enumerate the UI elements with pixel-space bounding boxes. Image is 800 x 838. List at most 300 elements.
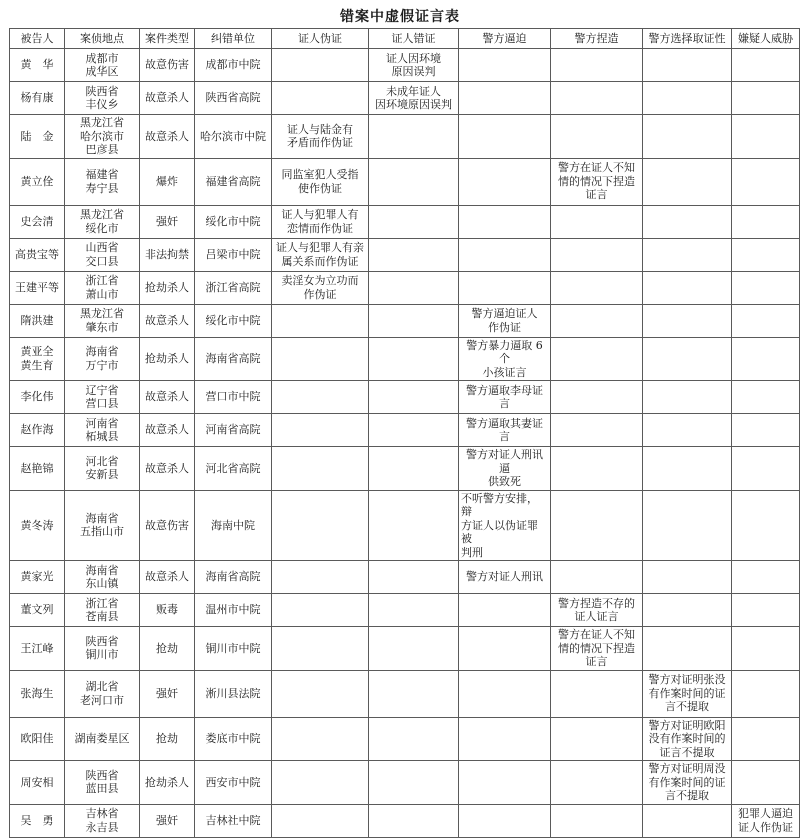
cell-defendant-text: 赵艳锦	[20, 461, 54, 475]
cell-case-type-text: 故意伤害	[145, 58, 189, 72]
cell-police-coercion-text: 警方对证人刑讯逼 供致死	[466, 448, 543, 488]
cell-case-type	[140, 627, 195, 671]
table-row	[10, 670, 800, 717]
cell-case-type-text: 抢劫	[156, 641, 178, 655]
cell-court	[195, 447, 272, 491]
cell-location-text: 浙江省 萧山市	[85, 274, 119, 301]
cell-police-selective	[643, 717, 732, 761]
cell-case-type-text: 抢劫杀人	[145, 352, 189, 365]
cell-police-fabrication	[551, 304, 643, 337]
cell-location-text: 湖南娄星区	[74, 732, 130, 745]
cell-police-coercion	[459, 158, 551, 205]
cell-police-selective	[643, 627, 732, 671]
cell-police-fabrication	[551, 205, 643, 238]
cell-case-type	[140, 490, 195, 561]
cell-police-coercion	[459, 670, 551, 717]
cell-location	[65, 337, 140, 381]
cell-witness-error	[369, 115, 459, 159]
cell-witness-perjury	[272, 205, 369, 238]
cell-police-fabrication	[551, 271, 643, 304]
cell-location-text: 陕西省 铜川市	[85, 634, 119, 662]
cell-court	[195, 337, 272, 381]
cell-police-fabrication	[551, 490, 643, 561]
cell-location-text: 福建省 寿宁县	[85, 168, 119, 195]
col-header-defendant: 被告人	[10, 29, 65, 49]
cell-defendant-text: 史会清	[20, 214, 54, 228]
false-testimony-table	[9, 28, 800, 838]
cell-police-selective-text: 警方对证明欧阳 没有作案时间的 证言不提取	[648, 718, 726, 759]
cell-witness-error-text: 未成年证人 因环境原因误判	[375, 84, 452, 111]
cell-police-coercion	[459, 271, 551, 304]
table-row	[10, 561, 800, 594]
cell-case-type-text: 爆炸	[156, 174, 178, 188]
table-row	[10, 414, 800, 447]
cell-case-type-text: 故意杀人	[145, 390, 189, 404]
table-row	[10, 82, 800, 115]
cell-court-text: 福建省高院	[205, 174, 261, 188]
cell-witness-perjury-text: 证人与犯罪人有亲 属关系而作伪证	[276, 241, 364, 268]
cell-case-type	[140, 115, 195, 159]
cell-defendant-text: 张海生	[20, 686, 54, 700]
cell-police-coercion	[459, 627, 551, 671]
cell-police-selective	[643, 49, 732, 82]
cell-defendant	[10, 238, 65, 271]
cell-witness-perjury	[272, 594, 369, 627]
cell-court-text: 西安市中院	[205, 775, 261, 789]
cell-police-coercion	[459, 594, 551, 627]
col-header-witness-perjury: 证人伪证	[272, 29, 369, 49]
cell-police-coercion	[459, 115, 551, 159]
cell-police-fabrication	[551, 447, 643, 491]
cell-location-text: 陕西省 蓝田县	[85, 768, 119, 796]
cell-case-type	[140, 49, 195, 82]
cell-defendant	[10, 561, 65, 594]
cell-location-text: 辽宁省 营口县	[85, 383, 119, 410]
cell-case-type	[140, 381, 195, 414]
cell-location-text: 黑龙江省 肇东市	[80, 307, 124, 334]
cell-court	[195, 490, 272, 561]
cell-defendant-text: 董文列	[20, 603, 54, 617]
cell-police-selective	[643, 381, 732, 414]
cell-court	[195, 761, 272, 805]
cell-witness-error	[369, 304, 459, 337]
col-header-witness-error: 证人错证	[369, 29, 459, 49]
cell-court-text: 温州市中院	[205, 603, 261, 617]
cell-witness-perjury	[272, 804, 369, 837]
cell-witness-perjury	[272, 381, 369, 414]
cell-case-type-text: 故意杀人	[145, 570, 189, 584]
cell-case-type	[140, 304, 195, 337]
cell-court	[195, 414, 272, 447]
cell-defendant-text: 杨有康	[20, 91, 54, 105]
cell-defendant-text: 黄立佺	[20, 174, 54, 188]
cell-witness-perjury	[272, 670, 369, 717]
cell-case-type-text: 抢劫杀人	[145, 775, 189, 789]
cell-defendant-text: 高贵宝等	[15, 247, 59, 261]
cell-police-coercion	[459, 238, 551, 271]
cell-case-type-text: 抢劫	[156, 732, 178, 745]
cell-suspect-threat	[732, 717, 800, 761]
cell-case-type	[140, 761, 195, 805]
cell-police-fabrication	[551, 627, 643, 671]
cell-defendant-text: 黄冬涛	[20, 518, 54, 532]
cell-police-fabrication	[551, 414, 643, 447]
table-row	[10, 761, 800, 805]
col-header-court: 纠错单位	[195, 29, 272, 49]
col-header-suspect-threat: 嫌疑人威胁	[732, 29, 800, 49]
cell-defendant	[10, 447, 65, 491]
cell-defendant	[10, 717, 65, 761]
cell-police-coercion	[459, 561, 551, 594]
cell-witness-perjury-text: 证人与犯罪人有 恋情而作伪证	[281, 208, 359, 235]
cell-court	[195, 804, 272, 837]
cell-police-selective	[643, 238, 732, 271]
cell-case-type-text: 强奸	[156, 813, 178, 827]
cell-suspect-threat	[732, 447, 800, 491]
cell-defendant-text: 欧阳佳	[20, 732, 54, 745]
cell-defendant	[10, 304, 65, 337]
cell-police-coercion-text: 警方暴力逼取 6 个 小孩证言	[466, 338, 543, 379]
cell-police-coercion-text: 警方逼取其妻证言	[466, 416, 543, 443]
cell-case-type-text: 故意杀人	[145, 91, 189, 105]
cell-location	[65, 271, 140, 304]
cell-police-selective	[643, 594, 732, 627]
cell-case-type	[140, 238, 195, 271]
cell-court-text: 营口市中院	[205, 390, 261, 404]
cell-court-text: 陕西省高院	[205, 91, 261, 105]
cell-witness-error	[369, 761, 459, 805]
cell-witness-error	[369, 82, 459, 115]
cell-case-type-text: 故意杀人	[145, 313, 189, 327]
cell-witness-perjury	[272, 158, 369, 205]
cell-witness-perjury	[272, 414, 369, 447]
cell-witness-perjury	[272, 82, 369, 115]
cell-location	[65, 804, 140, 837]
cell-defendant	[10, 82, 65, 115]
table-row	[10, 594, 800, 627]
cell-court-text: 淅川县法院	[205, 686, 261, 700]
cell-police-fabrication	[551, 670, 643, 717]
cell-court	[195, 115, 272, 159]
cell-case-type-text: 强奸	[156, 214, 178, 228]
table-row	[10, 804, 800, 837]
cell-case-type-text: 贩毒	[156, 603, 178, 617]
cell-location	[65, 561, 140, 594]
cell-witness-perjury	[272, 49, 369, 82]
cell-witness-perjury	[272, 561, 369, 594]
cell-location	[65, 82, 140, 115]
cell-court-text: 铜川市中院	[205, 641, 261, 655]
cell-defendant-text: 赵作海	[20, 423, 54, 437]
cell-location	[65, 49, 140, 82]
cell-court	[195, 594, 272, 627]
table-row	[10, 49, 800, 82]
table-row	[10, 205, 800, 238]
cell-witness-perjury	[272, 761, 369, 805]
cell-location	[65, 594, 140, 627]
cell-police-coercion	[459, 82, 551, 115]
cell-court-text: 吉林社中院	[205, 813, 261, 827]
cell-police-selective	[643, 271, 732, 304]
cell-court	[195, 717, 272, 761]
cell-suspect-threat	[732, 414, 800, 447]
cell-court	[195, 158, 272, 205]
cell-police-coercion	[459, 804, 551, 837]
cell-police-coercion	[459, 490, 551, 561]
cell-witness-perjury-text: 卖淫女为立功而 作伪证	[281, 274, 359, 301]
cell-witness-error	[369, 271, 459, 304]
cell-location-text: 黑龙江省 哈尔滨市 巴彦县	[80, 116, 124, 156]
cell-location	[65, 670, 140, 717]
cell-police-selective	[643, 804, 732, 837]
cell-witness-error	[369, 205, 459, 238]
cell-location	[65, 238, 140, 271]
cell-defendant	[10, 271, 65, 304]
cell-court	[195, 381, 272, 414]
cell-witness-error	[369, 594, 459, 627]
cell-police-coercion	[459, 205, 551, 238]
cell-police-fabrication-text: 警方捏造不存的 证人证言	[558, 596, 635, 623]
cell-court-text: 河南省高院	[205, 423, 261, 437]
table-row	[10, 304, 800, 337]
table-row	[10, 271, 800, 304]
cell-suspect-threat	[732, 337, 800, 381]
cell-witness-perjury	[272, 337, 369, 381]
cell-case-type	[140, 561, 195, 594]
cell-police-fabrication	[551, 337, 643, 381]
table-title: 错案中虚假证言表	[340, 9, 460, 25]
cell-police-fabrication	[551, 82, 643, 115]
cell-police-coercion	[459, 304, 551, 337]
cell-defendant	[10, 670, 65, 717]
cell-case-type	[140, 717, 195, 761]
cell-court	[195, 561, 272, 594]
cell-defendant	[10, 158, 65, 205]
cell-case-type-text: 抢劫杀人	[145, 280, 189, 294]
col-header-police-fabrication: 警方捏造	[551, 29, 643, 49]
cell-police-coercion-text: 警方对证人刑讯	[466, 570, 543, 584]
cell-location	[65, 205, 140, 238]
cell-police-coercion	[459, 761, 551, 805]
cell-court	[195, 670, 272, 717]
cell-police-selective	[643, 561, 732, 594]
cell-court-text: 海南省高院	[205, 352, 261, 365]
cell-court-text: 吕梁市中院	[205, 247, 261, 261]
cell-suspect-threat	[732, 761, 800, 805]
cell-suspect-threat	[732, 670, 800, 717]
cell-case-type	[140, 594, 195, 627]
cell-case-type	[140, 337, 195, 381]
cell-police-coercion	[459, 337, 551, 381]
cell-court-text: 绥化市中院	[205, 214, 261, 228]
cell-defendant	[10, 490, 65, 561]
cell-witness-error	[369, 561, 459, 594]
cell-witness-error	[369, 158, 459, 205]
cell-police-fabrication	[551, 561, 643, 594]
cell-case-type	[140, 447, 195, 491]
cell-police-selective	[643, 82, 732, 115]
cell-witness-perjury-text: 证人与陆金有 矛盾而作伪证	[287, 122, 353, 150]
cell-location-text: 海南省 万宁市	[85, 345, 119, 372]
cell-police-selective	[643, 761, 732, 805]
cell-court	[195, 49, 272, 82]
cell-location	[65, 115, 140, 159]
cell-location-text: 河北省 安新县	[85, 454, 119, 482]
cell-location-text: 河南省 柘城县	[85, 416, 119, 443]
cell-police-fabrication-text: 警方在证人不知 情的情况下捏造 证言	[558, 161, 635, 202]
table-body	[10, 49, 800, 838]
cell-witness-error	[369, 717, 459, 761]
cell-witness-perjury	[272, 490, 369, 561]
cell-court	[195, 627, 272, 671]
table-row	[10, 490, 800, 561]
cell-defendant-text: 王建平等	[15, 280, 59, 294]
table-row	[10, 447, 800, 491]
cell-police-selective	[643, 447, 732, 491]
cell-case-type	[140, 804, 195, 837]
cell-case-type-text: 故意杀人	[145, 423, 189, 437]
cell-defendant	[10, 804, 65, 837]
cell-witness-error	[369, 670, 459, 717]
cell-police-selective	[643, 115, 732, 159]
cell-suspect-threat	[732, 49, 800, 82]
cell-case-type	[140, 205, 195, 238]
cell-court	[195, 271, 272, 304]
cell-police-coercion	[459, 49, 551, 82]
cell-court-text: 娄底市中院	[205, 732, 261, 745]
cell-police-fabrication	[551, 238, 643, 271]
col-header-police-coercion: 警方逼迫	[459, 29, 551, 49]
cell-witness-error	[369, 49, 459, 82]
cell-court	[195, 304, 272, 337]
cell-suspect-threat-text: 犯罪人逼迫 证人作伪证	[738, 807, 793, 834]
cell-suspect-threat	[732, 115, 800, 159]
cell-suspect-threat	[732, 490, 800, 561]
cell-witness-perjury	[272, 115, 369, 159]
table-row	[10, 627, 800, 671]
cell-police-coercion-text: 不听警方安排，辩 方证人以伪证罪被 判刑	[461, 491, 538, 559]
cell-location	[65, 717, 140, 761]
cell-case-type-text: 故意伤害	[145, 518, 189, 532]
cell-police-selective	[643, 337, 732, 381]
table-row	[10, 381, 800, 414]
cell-defendant-text: 黄 华	[20, 58, 54, 72]
header-row	[10, 29, 800, 49]
cell-court-text: 哈尔滨市中院	[200, 129, 266, 143]
cell-defendant-text: 黄亚全 黄生育	[20, 345, 54, 372]
cell-witness-error	[369, 804, 459, 837]
cell-police-fabrication	[551, 49, 643, 82]
cell-suspect-threat	[732, 304, 800, 337]
cell-police-fabrication	[551, 381, 643, 414]
cell-witness-perjury	[272, 627, 369, 671]
cell-location	[65, 304, 140, 337]
cell-defendant-text: 李化伟	[20, 390, 54, 404]
cell-defendant-text: 王江峰	[20, 641, 54, 655]
cell-police-selective	[643, 205, 732, 238]
cell-defendant	[10, 381, 65, 414]
table-row	[10, 158, 800, 205]
cell-police-coercion-text: 警方逼取李母证言	[466, 383, 543, 410]
cell-court-text: 海南中院	[211, 518, 255, 532]
cell-defendant	[10, 337, 65, 381]
cell-case-type	[140, 271, 195, 304]
cell-witness-perjury	[272, 271, 369, 304]
cell-witness-perjury	[272, 447, 369, 491]
cell-case-type	[140, 670, 195, 717]
cell-suspect-threat	[732, 594, 800, 627]
col-header-police-selective: 警方选择取证性	[643, 29, 732, 49]
cell-police-fabrication	[551, 594, 643, 627]
cell-location-text: 湖北省 老河口市	[80, 680, 124, 707]
cell-police-coercion-text: 警方逼迫证人 作伪证	[471, 307, 538, 334]
cell-location	[65, 447, 140, 491]
table-row	[10, 337, 800, 381]
cell-defendant	[10, 205, 65, 238]
table-row	[10, 115, 800, 159]
cell-defendant	[10, 761, 65, 805]
cell-defendant-text: 黄家光	[20, 570, 54, 584]
cell-suspect-threat	[732, 271, 800, 304]
cell-witness-perjury-text: 同监室犯人受指 使作伪证	[281, 168, 359, 195]
cell-police-selective	[643, 490, 732, 561]
cell-police-coercion	[459, 447, 551, 491]
cell-witness-error	[369, 381, 459, 414]
cell-defendant	[10, 594, 65, 627]
cell-police-fabrication	[551, 717, 643, 761]
col-header-location: 案侦地点	[65, 29, 140, 49]
cell-police-selective-text: 警方对证明张没 有作案时间的证 言不提取	[648, 673, 726, 714]
cell-police-selective	[643, 414, 732, 447]
cell-case-type-text: 故意杀人	[145, 461, 189, 475]
cell-court-text: 浙江省高院	[205, 280, 261, 294]
cell-court-text: 成都市中院	[205, 58, 261, 72]
cell-court-text: 河北省高院	[205, 461, 261, 475]
cell-police-selective-text: 警方对证明周没 有作案时间的证 言不提取	[648, 762, 726, 802]
cell-suspect-threat	[732, 238, 800, 271]
cell-defendant-text: 陆 金	[20, 129, 54, 143]
table-row	[10, 717, 800, 761]
cell-suspect-threat	[732, 158, 800, 205]
cell-case-type	[140, 414, 195, 447]
cell-suspect-threat	[732, 381, 800, 414]
cell-court-text: 绥化市中院	[205, 313, 261, 327]
cell-police-fabrication	[551, 804, 643, 837]
cell-court	[195, 205, 272, 238]
cell-location	[65, 490, 140, 561]
cell-police-fabrication	[551, 761, 643, 805]
cell-suspect-threat	[732, 561, 800, 594]
cell-case-type	[140, 82, 195, 115]
cell-defendant	[10, 115, 65, 159]
cell-defendant-text: 吴 勇	[20, 813, 54, 827]
cell-location-text: 海南省 东山镇	[85, 563, 119, 590]
cell-witness-perjury	[272, 717, 369, 761]
cell-location-text: 浙江省 苍南县	[85, 596, 119, 623]
cell-police-coercion	[459, 381, 551, 414]
cell-case-type-text: 强奸	[156, 686, 178, 700]
cell-court	[195, 238, 272, 271]
cell-suspect-threat	[732, 627, 800, 671]
cell-suspect-threat	[732, 804, 800, 837]
cell-location-text: 黑龙江省 绥化市	[80, 208, 124, 235]
table-row	[10, 238, 800, 271]
col-header-case-type: 案件类型	[140, 29, 195, 49]
cell-suspect-threat	[732, 205, 800, 238]
cell-defendant	[10, 49, 65, 82]
cell-location	[65, 414, 140, 447]
cell-police-fabrication-text: 警方在证人不知 情的情况下捏造 证言	[558, 628, 635, 668]
